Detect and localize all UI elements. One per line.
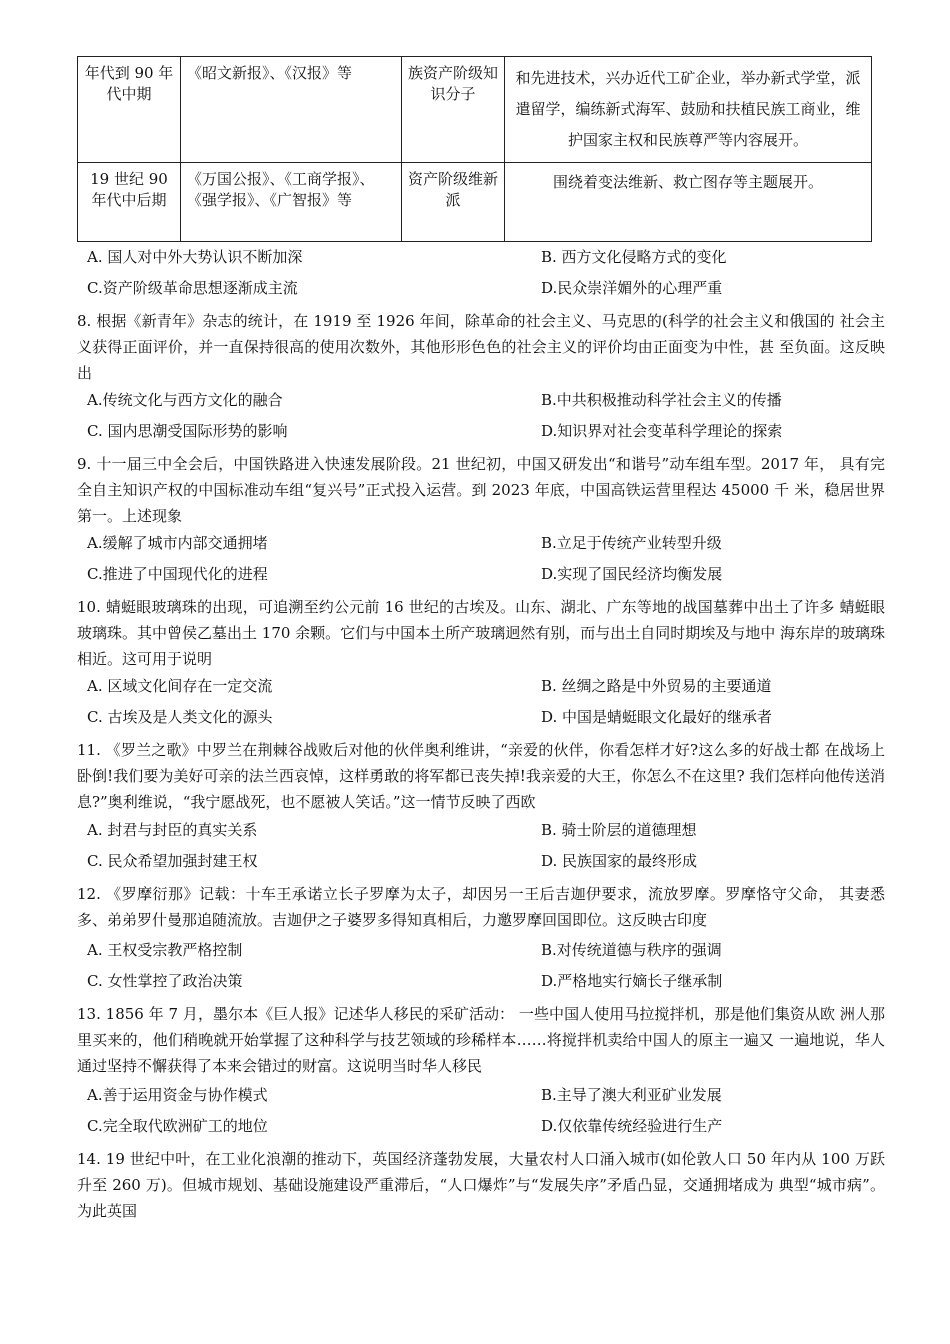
q11-option-a[interactable]: A. 封君与封臣的真实关系 [87,821,258,839]
q11-option-c[interactable]: C. 民众希望加强封建王权 [87,852,258,870]
period-cell: 年代到 90 年代中期 [78,57,181,163]
period-cell: 19 世纪 90 年代中后期 [78,163,181,242]
content-cell: 和先进技术，兴办近代工矿企业，举办新式学堂，派遣留学，编练新式海军、鼓励和扶植民族工商业，维护国家主权和民族尊严等内容展开。 [505,57,872,163]
q13-stem: 13. 1856 年 7 月，墨尔本《巨人报》记述华人移民的采矿活动： 一些中国人使用马拉搅拌机，那是他们集资从欧 洲人那里买来的，他们稍晚就开始掌握了这种科学与技艺领域的珍稀样本……将搅拌机卖给中国人的原主一遍又 一遍地说，华人通过坚持不懈获得了本来会错过的财富。这说明当时华人移民 [77,1005,885,1075]
q10-stem: 10. 蜻蜓眼玻璃珠的出现，可追溯至约公元前 16 世纪的古埃及。山东、湖北、广东等地的战国墓葬中出土了许多 蜻蜓眼玻璃珠。其中曾侯乙墓出土 170 余颗。它们与中国本土所产玻璃迥然有别，而与出土自同时期埃及与地中 海东岸的玻璃珠相近。这可用于说明 [77,598,885,668]
content-cell: 围绕着变法维新、救亡图存等主题展开。 [505,163,872,242]
papers-cell: 《昭文新报》、《汉报》等 [181,57,402,163]
papers-cell: 《万国公报》、《工商学报》、《强学报》、《广智报》等 [181,163,402,242]
q10-option-b[interactable]: B. 丝绸之路是中外贸易的主要通道 [541,677,772,695]
q7-option-a[interactable]: A. 国人对中外大势认识不断加深 [87,248,303,266]
q11-option-d[interactable]: D. 民族国家的最终形成 [541,852,698,870]
group-cell: 族资产阶级知识分子 [402,57,505,163]
q12-option-d[interactable]: D.严格地实行嫡长子继承制 [541,972,723,990]
q9-option-a[interactable]: A.缓解了城市内部交通拥堵 [87,534,268,552]
q9-option-b[interactable]: B.立足于传统产业转型升级 [541,534,722,552]
q12-stem: 12. 《罗摩衍那》记载：十车王承诺立长子罗摩为太子，却因另一王后吉迦伊要求，流放罗摩。罗摩恪守父命， 其妻悉多、弟弟罗什曼那追随流放。吉迦伊之子婆罗多得知真相后，力邀罗摩回国即位。这反映古印度 [77,885,885,929]
q7-option-b[interactable]: B. 西方文化侵略方式的变化 [541,248,727,266]
q13-option-a[interactable]: A.善于运用资金与协作模式 [87,1086,268,1104]
q9-stem: 9. 十一届三中全会后，中国铁路进入快速发展阶段。21 世纪初，中国又研发出“和谐号”动车组车型。2017 年， 具有完全自主知识产权的中国标准动车组“复兴号”正式投入运营。到 2023 年底，中国高铁运营里程达 45000 千 米，稳居世界第一。上述现象 [77,455,885,525]
q9-option-d[interactable]: D.实现了国民经济均衡发展 [541,565,723,583]
q8-option-c[interactable]: C. 国内思潮受国际形势的影响 [87,422,288,440]
q14-stem: 14. 19 世纪中叶，在工业化浪潮的推动下，英国经济蓬勃发展，大量农村人口涌入城市(如伦敦人口 50 年内从 100 万跃升至 260 万)。但城市规划、基础设施建设严重滞后，“人口爆炸”与“发展失序”矛盾凸显，交通拥堵成为 典型“城市病”。为此英国 [77,1150,885,1220]
q12-option-b[interactable]: B.对传统道德与秩序的强调 [541,941,722,959]
q13-option-d[interactable]: D.仅依靠传统经验进行生产 [541,1117,723,1135]
q11-option-b[interactable]: B. 骑士阶层的道德理想 [541,821,697,839]
q7-option-c[interactable]: C.资产阶级革命思想逐渐成主流 [87,279,298,297]
q12-option-c[interactable]: C. 女性掌控了政治决策 [87,972,243,990]
q12-option-a[interactable]: A. 王权受宗教严格控制 [87,941,243,959]
q8-option-a[interactable]: A.传统文化与西方文化的融合 [87,391,283,409]
q7-option-d[interactable]: D.民众崇洋媚外的心理严重 [541,279,723,297]
table-row [78,163,872,242]
q9-option-c[interactable]: C.推进了中国现代化的进程 [87,565,268,583]
newspaper-table [77,56,872,242]
q8-option-b[interactable]: B.中共积极推动科学社会主义的传播 [541,391,782,409]
group-cell: 资产阶级维新派 [402,163,505,242]
q10-option-d[interactable]: D. 中国是蜻蜓眼文化最好的继承者 [541,708,773,726]
q10-option-a[interactable]: A. 区域文化间存在一定交流 [87,677,273,695]
q13-option-c[interactable]: C.完全取代欧洲矿工的地位 [87,1117,268,1135]
q10-option-c[interactable]: C. 古埃及是人类文化的源头 [87,708,273,726]
q11-stem: 11. 《罗兰之歌》中罗兰在荆棘谷战败后对他的伙伴奥利维讲，“亲爱的伙伴，你看怎样才好?这么多的好战士都 在战场上卧倒!我们要为美好可亲的法兰西哀悼，这样勇敢的将军都已丧失掉!我亲爱的大王，你怎么不在这里? 我们怎样向他传送消息?”奥利维说，“我宁愿战死，也不愿被人笑话。”这一情节反映了西欧 [77,741,885,811]
q8-stem: 8. 根据《新青年》杂志的统计，在 1919 至 1926 年间，除革命的社会主义、马克思的(科学的社会主义和俄国的 社会主义获得正面评价，并一直保持很高的使用次数外，其他形形色色的社会主义的评价均由正面变为中性，甚 至负面。这反映出 [77,312,885,382]
q8-option-d[interactable]: D.知识界对社会变革科学理论的探索 [541,422,783,440]
table-row [78,57,872,163]
q13-option-b[interactable]: B.主导了澳大利亚矿业发展 [541,1086,722,1104]
